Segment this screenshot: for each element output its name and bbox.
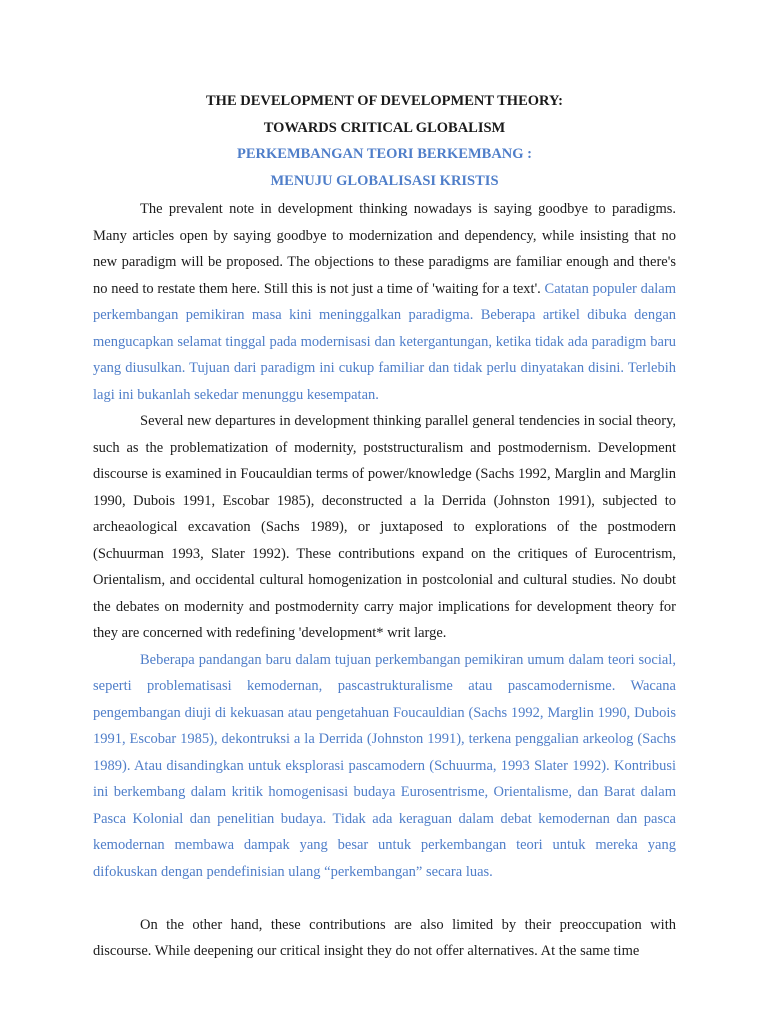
title-english-line-2: TOWARDS CRITICAL GLOBALISM [263, 119, 506, 136]
paragraph-3-indonesian: Beberapa pandangan baru dalam tujuan perkembangan pemikiran umum dalam teori social, seperti problematisasi kemodernan, pascastrukturalisme atau pascamodernisme. Wacana pengembangan diuji di kekuasan atau pengetahuan Foucauldian (Sachs 1992, Marglin 1990, Dubois 1991, Escobar 1985), dekontruksi a la Derrida (Johnston 1991), terkena penggalian arkeolog (Sachs 1989). Atau disandingkan untuk eksplorasi pascamodern (Schuurma, 1993 Slater 1992). Kontribusi ini berkembang dalam kritik homogenisasi budaya Eurosentrisme, Orientalisme, dan Barat dalam Pasca Kolonial dan penelitian budaya. Tidak ada keraguan dalam debat kemodernan dan pasca kemodernan membawa dampak yang besar untuk perkembangan teori untuk mereka yang difokuskan dengan pendefinisian ulang “perkembangan” secara luas. [93, 651, 676, 880]
document-page [93, 88, 676, 965]
title-indonesian-line-1: PERKEMBANGAN TEORI BERKEMBANG : [237, 146, 532, 162]
paragraph-4-english: On the other hand, these contributions are also limited by their preoccupation with discourse. While deepening our critical insight they do not offer alternatives. At the same time [93, 916, 676, 959]
paragraph-1-english: The prevalent note in development thinking nowadays is saying goodbye to paradigms. Many articles open by saying goodbye to modernization and dependency, while insisting that no new paradigm will be proposed. The objections to these paradigms are familiar enough and there's no need to restate them here. Still this is not just a time of 'waiting for a text'. [93, 201, 676, 297]
paragraph-1 [93, 196, 676, 408]
title-english-line-1: THE DEVELOPMENT OF DEVELOPMENT THEORY: [206, 93, 563, 109]
paragraph-2-english: Several new departures in development thinking parallel general tendencies in social theory, such as the problematization of modernity, poststructuralism and postmodernism. Development discourse is examined in Foucauldian terms of power/knowledge (Sachs 1992, Marglin and Marglin 1990, Dubois 1991, Escobar 1985), deconstructed a la Derrida (Johnston 1991), subjected to archeaological excavation (Sachs 1989), or juxtaposed to explorations of the postmodern (Schuurman 1993, Slater 1992). These contributions expand on the critiques of Eurocentrism, Orientalism, and occidental cultural homogenization in postcolonial and cultural studies. No doubt the debates on modernity and postmodernity carry major implications for development theory for they are concerned with redefining 'development* writ large. [93, 413, 676, 641]
title-block [93, 88, 676, 194]
paragraph-spacer [93, 885, 676, 912]
paragraph-1-indonesian: Catatan populer dalam perkembangan pemikiran masa kini meninggalkan paradigma. Beberapa artikel dibuka dengan mengucapkan selamat tinggal pada modernisasi dan ketergantungan, ketika tidak ada paradigm baru yang diusulkan. Tujuan dari paradigm ini cukup familiar dan tidak perlu dinyatakan disini. Terlebih lagi ini bukanlah sekedar menunggu kesempatan. [93, 280, 676, 403]
title-indonesian-line-2: MENUJU GLOBALISASI KRISTIS [270, 172, 499, 189]
